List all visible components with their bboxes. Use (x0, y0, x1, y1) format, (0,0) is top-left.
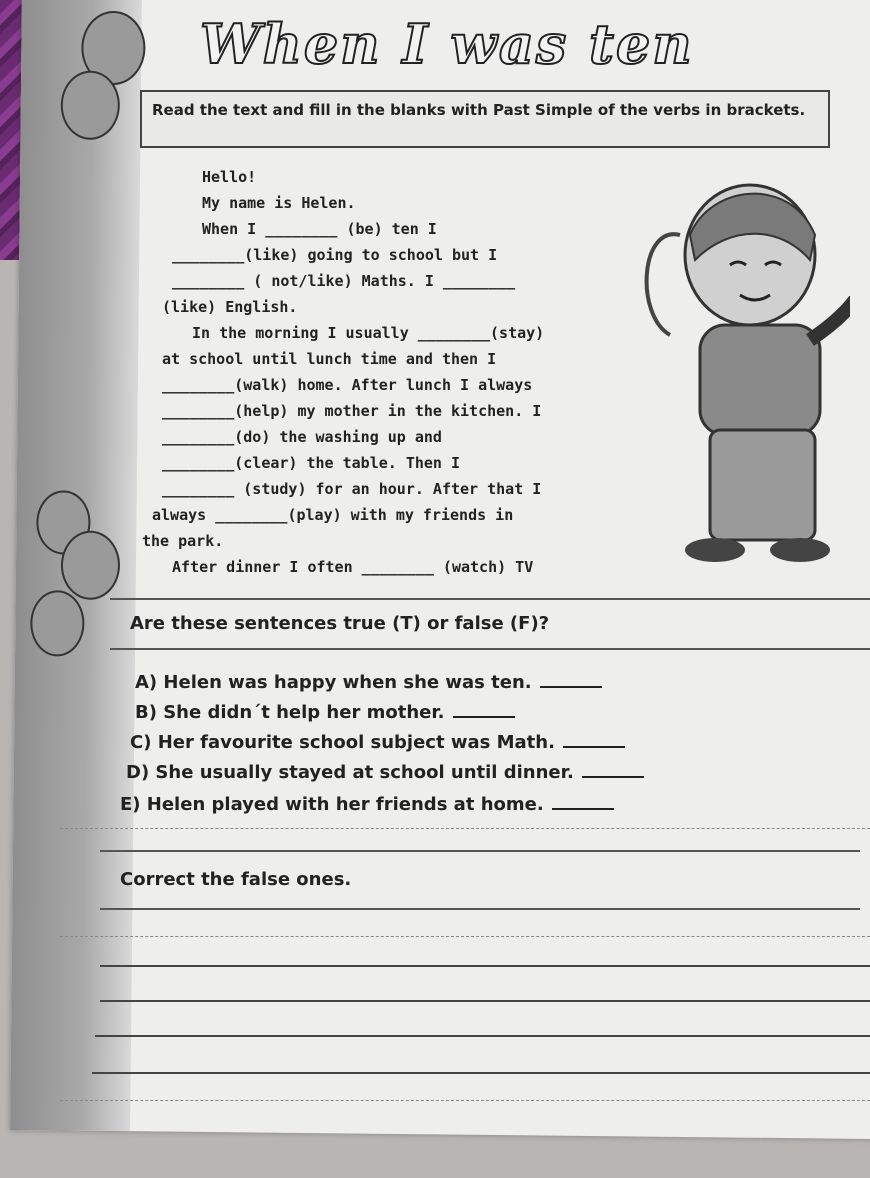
story-line: ________(walk) home. After lunch I always (162, 376, 533, 394)
balloon-border (10, 0, 142, 1131)
answer-blank[interactable] (552, 794, 614, 810)
question-text: D) She usually stayed at school until dinner. (126, 762, 574, 783)
story-line: ________ ( not/like) Maths. I ________ (172, 272, 516, 290)
question-c (130, 732, 625, 753)
balloon-icon (60, 70, 120, 140)
question-text: B) She didn´t help her mother. (135, 702, 445, 723)
story-line: the park. (142, 532, 224, 550)
story-line: When I ________ (be) ten I (202, 220, 437, 238)
question-e (120, 794, 614, 815)
dashed-divider (60, 1100, 870, 1101)
worksheet-title: When I was ten (200, 12, 694, 76)
question-text: E) Helen played with her friends at home. (120, 794, 544, 815)
answer-blank[interactable] (540, 672, 602, 688)
story-line: After dinner I often ________ (watch) TV (172, 558, 534, 576)
story-line: ________(help) my mother in the kitchen. I (162, 402, 542, 420)
story-line: In the morning I usually ________(stay) (192, 324, 545, 342)
balloon-icon (61, 530, 121, 600)
answer-line[interactable] (100, 965, 870, 967)
answer-blank[interactable] (563, 732, 625, 748)
answer-blank[interactable] (582, 762, 644, 778)
question-b (135, 702, 515, 723)
dashed-divider (60, 828, 870, 829)
story-line: My name is Helen. (202, 194, 356, 212)
dashed-divider (60, 936, 870, 937)
story-line: ________(do) the washing up and (162, 428, 442, 446)
balloon-icon (30, 590, 85, 657)
story-line: Hello! (202, 168, 257, 186)
story-line: at school until lunch time and then I (162, 350, 497, 368)
answer-blank[interactable] (453, 702, 515, 718)
story-line: ________(like) going to school but I (172, 246, 498, 264)
story-line: always ________(play) with my friends in (152, 506, 514, 524)
answer-line[interactable] (100, 1000, 870, 1002)
story-line: (like) English. (162, 298, 298, 316)
question-d (126, 762, 644, 783)
question-a (135, 672, 602, 693)
instructions-box: Read the text and fill in the blanks with Past Simple of the verbs in brackets. (140, 90, 830, 148)
question-text: A) Helen was happy when she was ten. (135, 672, 532, 693)
girl-illustration (640, 165, 850, 575)
answer-line[interactable] (95, 1035, 870, 1037)
true-false-header: Are these sentences true (T) or false (F)? (110, 598, 870, 650)
story-line: ________(clear) the table. Then I (162, 454, 461, 472)
correct-header: Correct the false ones. (100, 850, 860, 910)
answer-line[interactable] (92, 1072, 870, 1074)
question-text: C) Her favourite school subject was Math. (130, 732, 555, 753)
story-line: ________ (study) for an hour. After that I (162, 480, 542, 498)
